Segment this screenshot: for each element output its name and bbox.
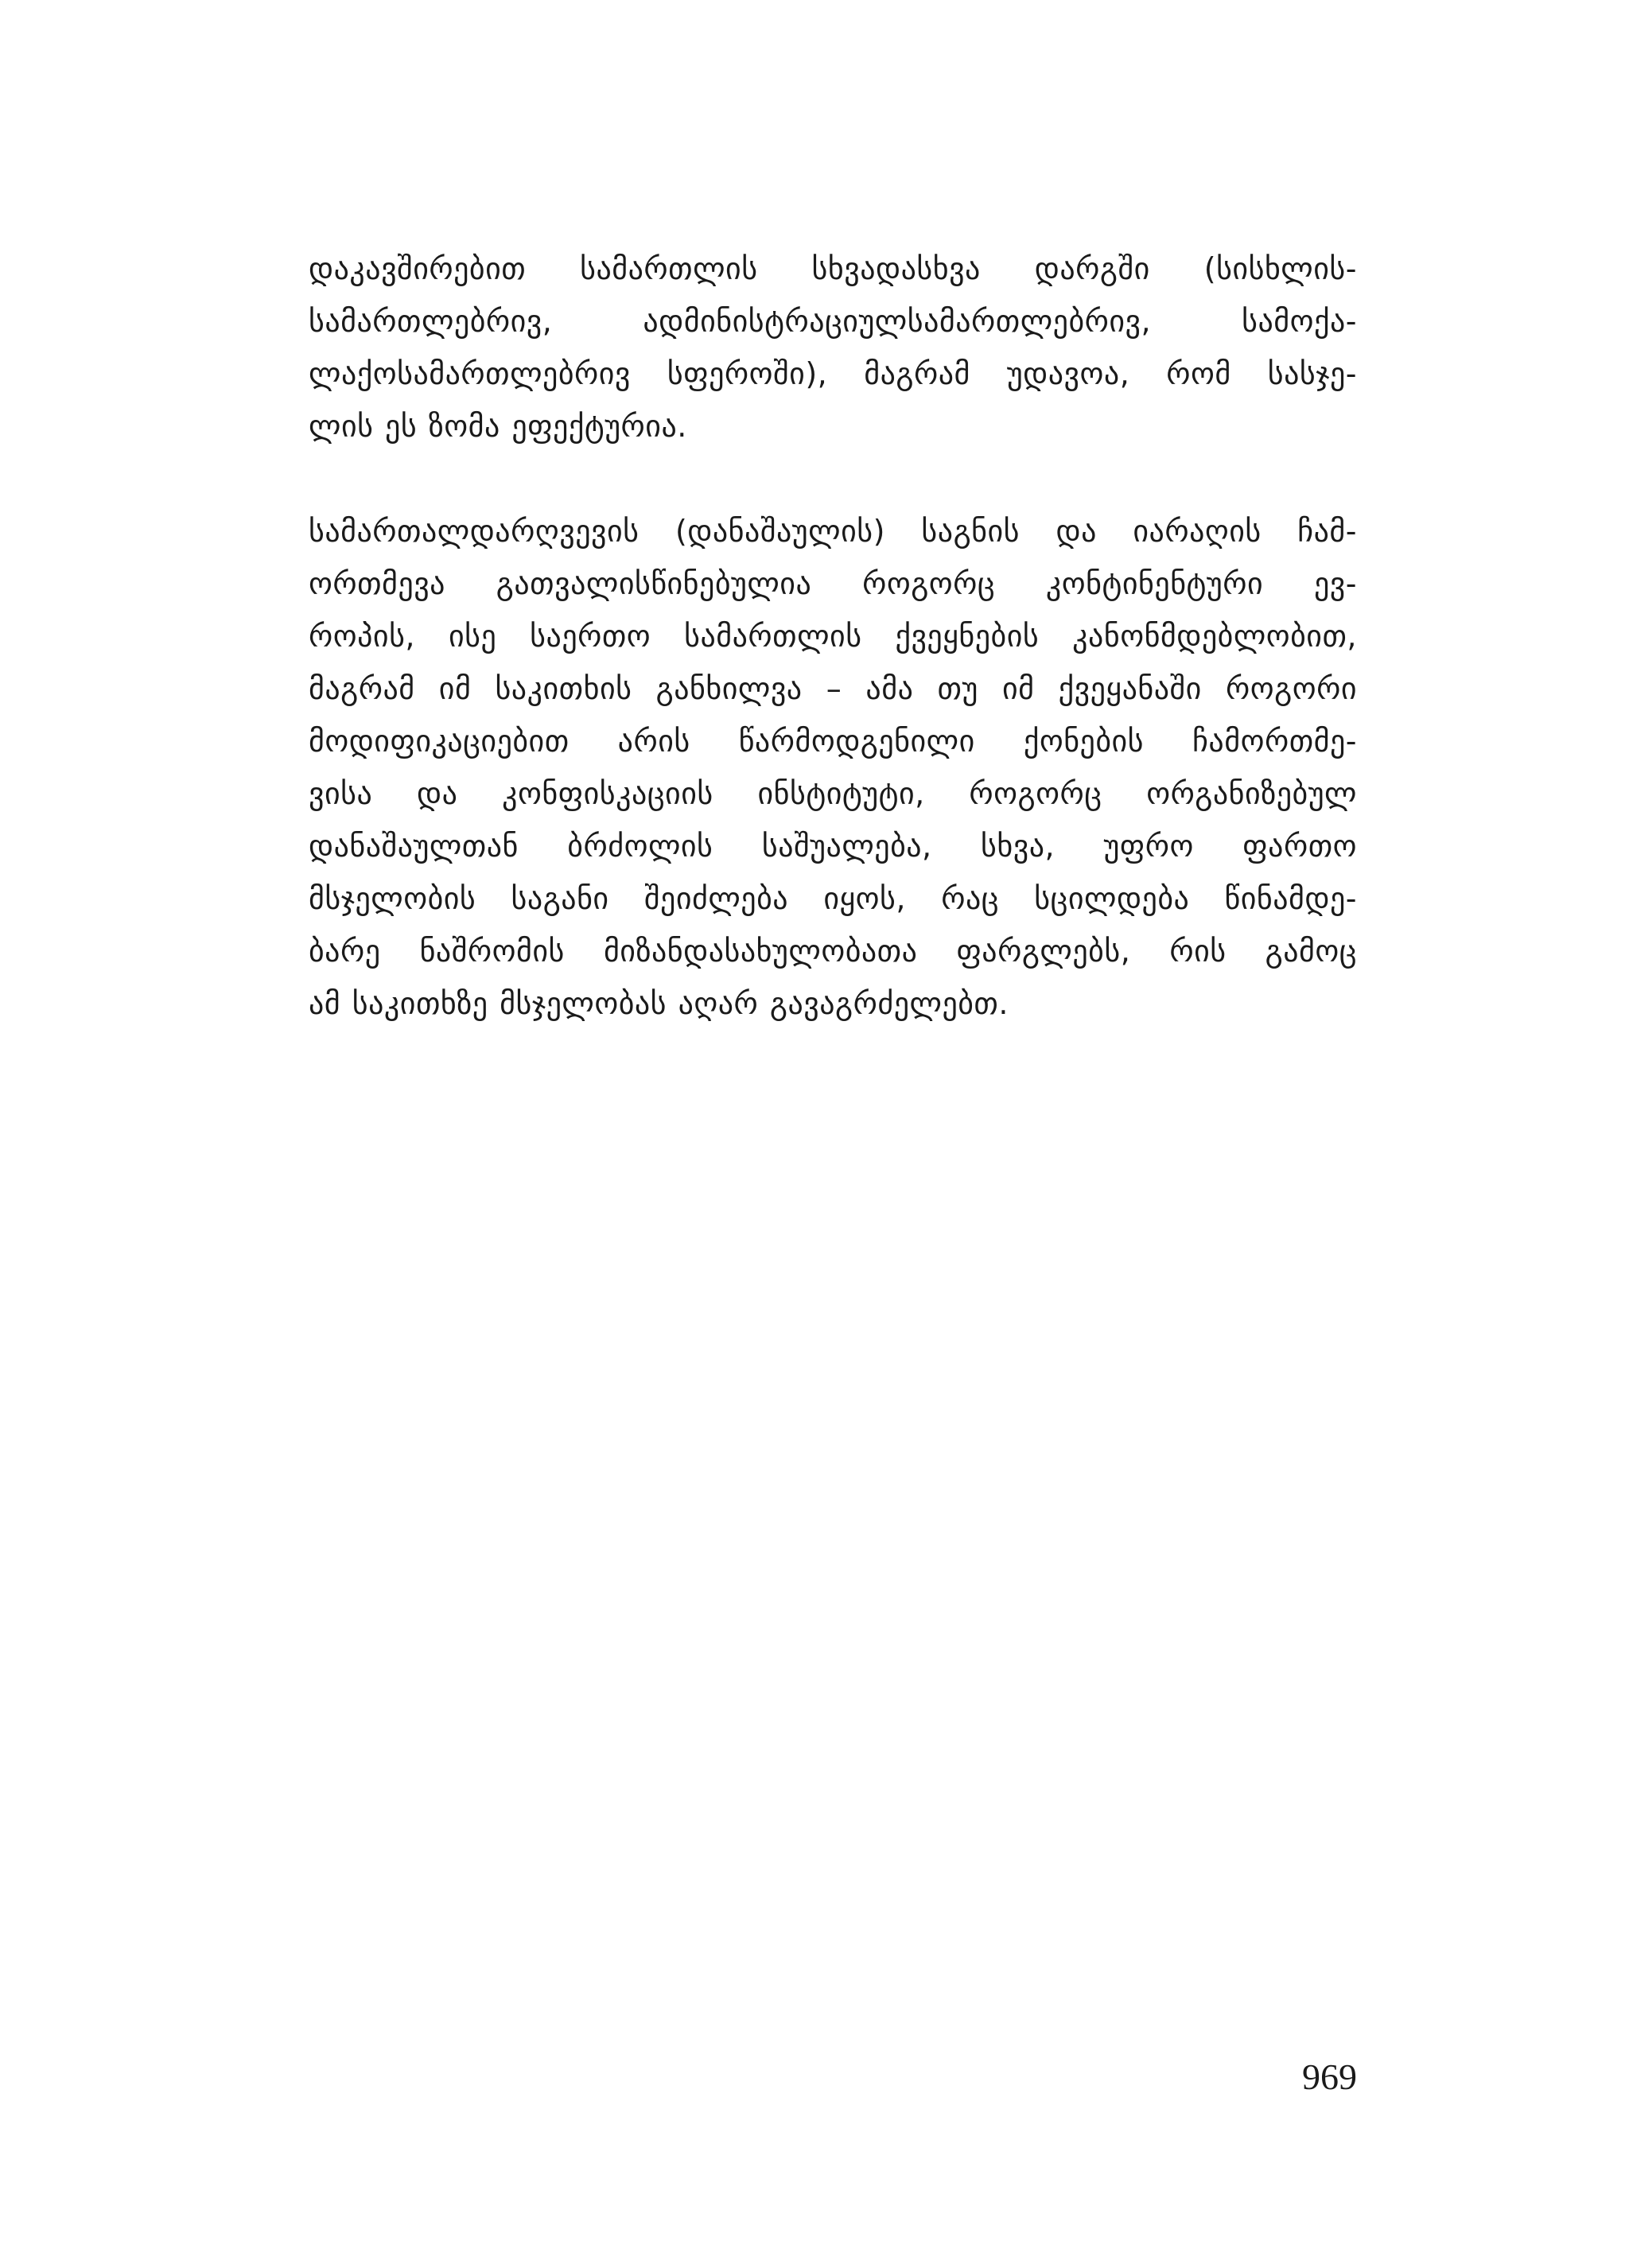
text-line: ამ საკითხზე მსჯელობას აღარ გავაგრძელებთ. (309, 986, 1009, 1021)
text-line: დაკავშირებით სამართლის სხვადასხვა დარგში (სისხლის- (309, 251, 1357, 286)
text-line: მაგრამ იმ საკითხის განხილვა – ამა თუ იმ ქვეყანაში როგორი (309, 671, 1357, 706)
paragraph-1 (309, 243, 1357, 452)
paragraph-2 (309, 505, 1357, 1030)
text-line: მოდიფიკაციებით არის წარმოდგენილი ქონების ჩამორთმე- (309, 724, 1357, 759)
text-line: სამართალდარღვევის (დანაშაულის) საგნის და იარაღის ჩამ- (309, 514, 1357, 549)
text-line: როპის, ისე საერთო სამართლის ქვეყნების კანონმდებლობით, (309, 619, 1357, 654)
text-line: ლაქოსამართლებრივ სფეროში), მაგრამ უდავოა, რომ სასჯე- (309, 356, 1357, 391)
text-line: ბარე ნაშრომის მიზანდასახულობათა ფარგლებს, რის გამოც (309, 934, 1357, 969)
text-line: დანაშაულთან ბრძოლის საშუალება, სხვა, უფრო ფართო (309, 829, 1357, 864)
page-number: 969 (1302, 2056, 1357, 2097)
text-line: ლის ეს ზომა ეფექტურია. (309, 409, 687, 444)
text-line: ვისა და კონფისკაციის ინსტიტუტი, როგორც ორგანიზებულ (309, 776, 1357, 811)
text-line: მსჯელობის საგანი შეიძლება იყოს, რაც სცილდება წინამდე- (309, 881, 1357, 916)
text-line: ორთმევა გათვალისწინებულია როგორც კონტინენტური ევ- (309, 566, 1357, 601)
body-text (309, 243, 1357, 1030)
text-line: სამართლებრივ, ადმინისტრაციულსამართლებრივ, სამოქა- (309, 304, 1357, 339)
